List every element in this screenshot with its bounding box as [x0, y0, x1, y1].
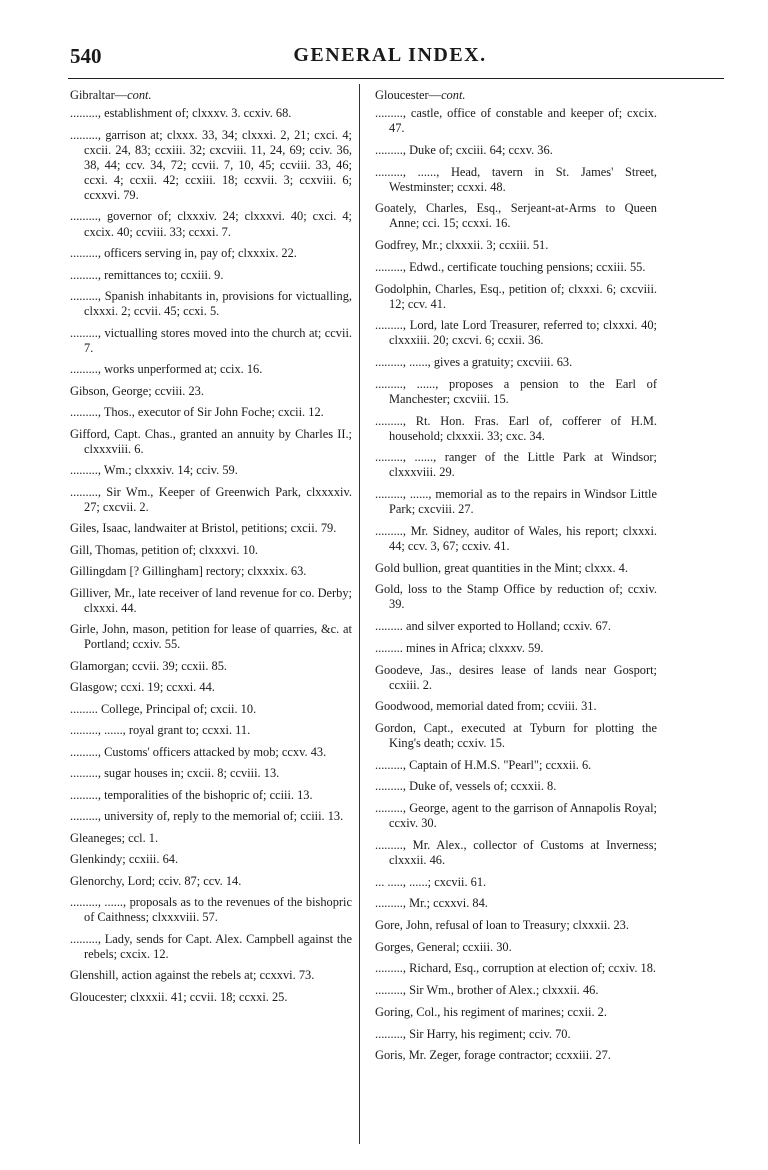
index-entry: Glasgow; ccxi. 19; ccxxi. 44.: [70, 680, 215, 695]
index-entry: Glenorchy, Lord; cciv. 87; ccv. 14.: [70, 873, 242, 888]
index-entry: ........., ......, proposals as to the revenues of the bishopric of Caithness; clxxxviii. 57.: [70, 895, 352, 925]
index-entry: ........., Sir Wm., Keeper of Greenwich Park, clxxxxiv. 27; cxcvii. 2.: [70, 484, 352, 514]
index-entry: ........., Lord, late Lord Treasurer, referred to; clxxxi. 40; clxxxiii. 20; cxcvi. 6; ccxii. 36.: [375, 318, 657, 348]
index-entry: ........., Wm.; clxxxiv. 14; cciv. 59.: [70, 463, 238, 478]
index-entry: Girle, John, mason, petition for lease of quarries, &c. at Portland; ccxiv. 55.: [70, 622, 352, 652]
index-entry: ......... College, Principal of; cxcii. 10.: [70, 701, 257, 716]
index-entry: ........., garrison at; clxxx. 33, 34; clxxxi. 2, 21; cxci. 4; cxcii. 24, 83; ccxiii. 32; cxcviii. 11, 24, 69; cciv. 36, 38, 44; ccv. 34, 72; ccvii. 7, 10, 45; ccviii. 33, 46; ccxi. 4; ccxii. 42; ccxiii. 18; ccxvii. 3; ccxviii. 6; ccxxvi. 79.: [70, 127, 352, 202]
right-column: [375, 88, 657, 1070]
index-entry: ........., university of, reply to the memorial of; cciii. 13.: [70, 809, 344, 824]
index-entry: Goring, Col., his regiment of marines; ccxii. 2.: [375, 1004, 607, 1019]
left-entry-list: [70, 106, 352, 1005]
index-entry: Gill, Thomas, petition of; clxxxvi. 10.: [70, 542, 259, 557]
index-entry: ........., Captain of H.M.S. "Pearl"; ccxxii. 6.: [375, 757, 592, 772]
index-entry: ........., Mr. Sidney, auditor of Wales, his report; clxxxi. 44; ccv. 3, 67; ccxiv. 41.: [375, 523, 657, 553]
index-entry: ........., sugar houses in; cxcii. 8; ccviii. 13.: [70, 766, 280, 781]
index-entry: ........., victualling stores moved into the church at; ccvii. 7.: [70, 325, 352, 355]
index-entry: ........., Customs' officers attacked by mob; ccxv. 43.: [70, 744, 327, 759]
continuation-heading: [375, 88, 657, 103]
index-entry: Gore, John, refusal of loan to Treasury; clxxxii. 23.: [375, 918, 629, 933]
index-entry: ........., castle, office of constable and keeper of; cxcix. 47.: [375, 106, 657, 136]
index-entry: Gold bullion, great quantities in the Mint; clxxx. 4.: [375, 560, 628, 575]
index-entry: ........., Edwd., certificate touching pensions; ccxiii. 55.: [375, 259, 646, 274]
index-entry: Godolphin, Charles, Esq., petition of; clxxxi. 6; cxcviii. 12; ccv. 41.: [375, 281, 657, 311]
cont-italic: cont.: [127, 88, 152, 102]
index-entry: ........., ......, Head, tavern in St. James' Street, Westminster; ccxxi. 48.: [375, 164, 657, 194]
index-entry: ........., Duke of; cxciii. 64; ccxv. 36.: [375, 142, 553, 157]
index-entry: Gifford, Capt. Chas., granted an annuity by Charles II.; clxxxviii. 6.: [70, 426, 352, 456]
index-entry: ........., ......, memorial as to the repairs in Windsor Little Park; cxcviii. 27.: [375, 487, 657, 517]
index-entry: ........., remittances to; ccxiii. 9.: [70, 267, 224, 282]
index-entry: ........., George, agent to the garrison of Annapolis Royal; ccxiv. 30.: [375, 801, 657, 831]
index-entry: ........., Mr.; ccxxvi. 84.: [375, 896, 488, 911]
header-rule: [68, 78, 724, 79]
index-entry: Glamorgan; ccvii. 39; ccxii. 85.: [70, 658, 228, 673]
column-divider: [359, 84, 360, 1144]
index-entry: Gilliver, Mr., late receiver of land revenue for co. Derby; clxxxi. 44.: [70, 585, 352, 615]
index-entry: Gloucester; clxxxii. 41; ccvii. 18; ccxxi. 25.: [70, 989, 288, 1004]
index-entry: ........., ......, gives a gratuity; cxcviii. 63.: [375, 355, 573, 370]
index-entry: Goris, Mr. Zeger, forage contractor; ccxxiii. 27.: [375, 1048, 611, 1063]
index-entry: Goately, Charles, Esq., Serjeant-at-Arms to Queen Anne; cci. 15; ccxxi. 16.: [375, 201, 657, 231]
right-entry-list: [375, 106, 657, 1063]
index-entry: ........., Thos., executor of Sir John Foche; cxcii. 12.: [70, 405, 324, 420]
index-entry: Giles, Isaac, landwaiter at Bristol, petitions; cxcii. 79.: [70, 521, 337, 536]
index-entry: ........., ......, royal grant to; ccxxi. 11.: [70, 723, 251, 738]
index-entry: Glenkindy; ccxiii. 64.: [70, 852, 179, 867]
continuation-label: Gibraltar—cont.: [70, 88, 152, 102]
continuation-heading: [70, 88, 352, 103]
running-title: GENERAL INDEX.: [293, 44, 487, 66]
index-entry: Glenshill, action against the rebels at; ccxxvi. 73.: [70, 968, 315, 983]
cont-italic: cont.: [441, 88, 466, 102]
index-entry: Godfrey, Mr.; clxxxii. 3; ccxiii. 51.: [375, 238, 549, 253]
index-entry: ......... mines in Africa; clxxxv. 59.: [375, 640, 544, 655]
index-entry: Goodwood, memorial dated from; ccviii. 31.: [375, 699, 597, 714]
index-entry: ........., governor of; clxxxiv. 24; clxxxvi. 40; cxci. 4; cxcix. 40; ccviii. 33; ccxxi. 7.: [70, 209, 352, 239]
index-entry: ........., Sir Harry, his regiment; cciv. 70.: [375, 1026, 571, 1041]
index-entry: ........., Spanish inhabitants in, provisions for victualling, clxxxi. 2; ccvii. 45; ccxi. 5.: [70, 288, 352, 319]
index-entry: Gillingdam [? Gillingham] rectory; clxxxix. 63.: [70, 564, 307, 579]
index-entry: ......... and silver exported to Holland; ccxiv. 67.: [375, 619, 611, 634]
index-entry: ........., ......, proposes a pension to the Earl of Manchester; cxcviii. 15.: [375, 376, 657, 406]
index-entry: Goodeve, Jas., desires lease of lands near Gosport; ccxiii. 2.: [375, 662, 657, 692]
index-entry: ........., Duke of, vessels of; ccxxii. 8.: [375, 779, 557, 794]
page-number: 540: [70, 44, 102, 68]
index-entry: ........., Sir Wm., brother of Alex.; clxxxii. 46.: [375, 983, 599, 998]
index-entry: ........., Lady, sends for Capt. Alex. Campbell against the rebels; cxcix. 12.: [70, 931, 352, 961]
index-entry: ........., Richard, Esq., corruption at election of; ccxiv. 18.: [375, 961, 657, 976]
index-entry: Gibson, George; ccviii. 23.: [70, 383, 204, 398]
page-header: [70, 44, 710, 74]
index-entry: ........., Mr. Alex., collector of Customs at Inverness; clxxxii. 46.: [375, 837, 657, 867]
index-entry: ........., officers serving in, pay of; clxxxix. 22.: [70, 246, 297, 261]
index-entry: ........., establishment of; clxxxv. 3. ccxiv. 68.: [70, 106, 292, 121]
index-entry: Gold, loss to the Stamp Office by reduction of; ccxiv. 39.: [375, 582, 657, 612]
index-entry: Gorges, General; ccxiii. 30.: [375, 939, 512, 954]
continuation-label: Gloucester—cont.: [375, 88, 466, 102]
index-entry: Gordon, Capt., executed at Tyburn for plotting the King's death; ccxiv. 15.: [375, 720, 657, 751]
index-entry: ........., temporalities of the bishopric of; cciii. 13.: [70, 787, 313, 802]
index-entry: ........., ......, ranger of the Little Park at Windsor; clxxxviii. 29.: [375, 450, 657, 480]
index-entry: ... ....., ......; cxcvii. 61.: [375, 874, 487, 889]
index-entry: ........., works unperformed at; ccix. 16.: [70, 362, 263, 377]
left-column: [70, 88, 352, 1011]
index-entry: Gleaneges; ccl. 1.: [70, 830, 159, 845]
index-entry: ........., Rt. Hon. Fras. Earl of, cofferer of H.M. household; clxxxii. 33; cxc. 34.: [375, 413, 657, 443]
